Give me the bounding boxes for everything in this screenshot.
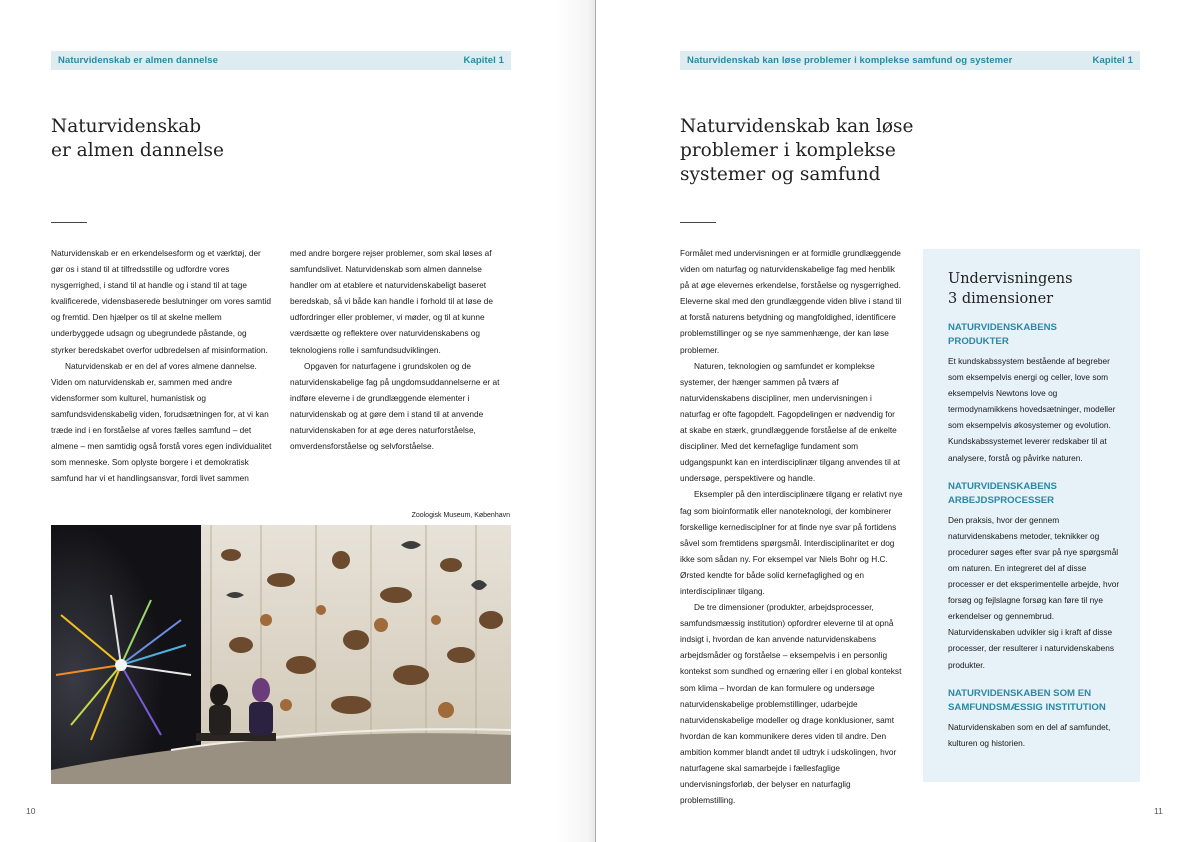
running-head-chapter: Kapitel 1 (463, 55, 504, 66)
text-column-right (680, 245, 904, 808)
title-rule (51, 222, 87, 223)
paragraph: Formålet med undervisningen er at formidle grundlæggende viden om naturfag og naturvidenskabelige fag med henblik på at øge elevernes erkendelse, forståelse og nysgerrighed. Eleverne skal med den grundlæggende viden blive i stand til at forstå naturens betydning og mangfoldighed, identificere problemstillinger og se nye sammenhænge, der kan løse problemer. (680, 248, 902, 355)
dimensions-sidebar (923, 249, 1140, 782)
heading-line: SAMFUNDSMÆSSIG INSTITUTION (948, 701, 1106, 713)
running-head-title: Naturvidenskab kan løse problemer i komplekse samfund og systemer (687, 55, 1013, 66)
running-head-title: Naturvidenskab er almen dannelse (58, 55, 219, 66)
paragraph: med andre borgere rejser problemer, som skal løses af samfundslivet. Naturvidenskab som almen dannelse handler om at etablere et naturvidenskabeligt baseret beredskab, så vi både kan handle i forhold til at løse de udfordringer eller problemer, vi møder, og til at kunne værdsætte og reflektere over naturvidenskabens og teknologiens rolle i samfundsudviklingen. (290, 248, 493, 355)
sidebar-body: Naturvidenskaben som en del af samfundet, kulturen og historien. (948, 721, 1111, 748)
paragraph: Opgaven for naturfagene i grundskolen og de naturvidenskabelige fag på ungdomsuddannelserne er at indføre eleverne i de grundlæggende elementer i naturvidenskab og at gøre dem i stand til at anvende naturvidenskaben for at øge deres naturforståelse, omverdensforståelse og selvforståelse. (290, 360, 500, 452)
sidebar-body: Et kundskabssystem bestående af begreber som eksempelvis energi og celler, love som eksempelvis Newtons love og termodynamikkens hovedsætninger, modeller som eksempelvis økosystemer og evolution. Kundskabssystemet leverer redskaber til at analysere, forstå og påvirke naturen. (948, 356, 1116, 463)
heading-line: NATURVIDENSKABENS (948, 480, 1057, 492)
page-number-right: 11 (1154, 806, 1163, 816)
sidebar-body: Den praksis, hvor der gennem naturvidenskabens metoder, teknikker og procedurer søges efter svar på nye spørgsmål om naturen. En integreret del af disse processer er det eksperimentelle arbejde, hvor forsøg og fejlslagne forsøg kan føre til nye erkendelser og gennembrud. Naturvidenskaben udvikler sig i kraft af disse processer, der resulterer i naturvidenskabens produkter. (948, 514, 1120, 670)
page-title-left (51, 115, 351, 163)
title-line: systemer og samfund (680, 164, 881, 185)
sidebar-section-processes (948, 480, 1122, 673)
paragraph: Naturvidenskab er en erkendelsesform og et værktøj, der gør os i stand til at tilfredsstille og udfordre vores nysgerrighed, i stand til at handle og i stand til at tage kvalificerede, vidensbaserede beslutninger om vores samtid og fremtid. Den hjælper os til at skelne mellem underbyggede udsagn og ubegrundede påstande, og styrker beredskabet overfor udbredelsen af misinformation. (51, 248, 271, 355)
heading-line: NATURVIDENSKABENS (948, 322, 1057, 333)
text-column-1-left (51, 245, 272, 486)
page-title-right (680, 115, 980, 187)
text-column-2-left (290, 245, 511, 454)
sidebar-heading (948, 321, 1122, 349)
title-rule (680, 222, 716, 223)
heading-line: ARBEJDSPROCESSER (948, 494, 1055, 506)
sidebar-section-products (948, 321, 1122, 466)
title-line: er almen dannelse (51, 140, 224, 161)
page-number-left: 10 (26, 806, 36, 816)
paragraph: Naturvidenskab er en del af vores almene dannelse. Viden om naturvidenskab er, sammen med andre vidensformer som kulturel, humanistisk og samfundsvidenskabelig viden, forudsætningen for, at vi kan træde ind i en forståelse af vores fælles samfund – det almene – men samtidig også forstå vores egen individualitet som menneske. Som oplyste borgere i et demokratisk samfund har vi et handlingsansvar, fordi livet sammen (51, 360, 272, 484)
paragraph: Naturen, teknologien og samfundet er komplekse systemer, der hænger sammen på tværs af naturvidenskabens discipliner, men undervisningen i naturfag er ofte fagopdelt. Fagopdelingen er nødvendig for at skabe en stærk, grundlæggende forståelse af de enkelte discipliner. Med det kernefaglige fundament som udgangspunkt kan en interdisciplinær tilgang anvendes til at undersøge, perspektivere og handle. (680, 360, 901, 484)
left-page (0, 0, 595, 842)
paragraph: De tre dimensioner (produkter, arbejdsprocesser, samfundsmæssig institution) opfordrer eleverne til at opnå indsigt i, hvordan de kan anvende naturvidenskabens arbejdsmåder og forståelse – eksempelvis i en personlig kontekst som sundhed og ernæring eller i en global kontekst som klima – hvordan de kan formulere og undersøge naturvidenskabelige problemstillinger, udarbejde naturvidenskabelige modeller og drage konklusioner, samt hvordan de kan kommunikere deres viden til andre. Den ambition kommer blandt andet til udtryk i udskolingen, hvor naturfagene skal samarbejde i fællesfaglige undervisningsforløb, der belyser en naturfaglig problemstilling. (680, 602, 902, 806)
heading-line: NATURVIDENSKABEN SOM EN (948, 687, 1092, 699)
sidebar-title-line: 3 dimensioner (948, 291, 1054, 307)
photo-caption: Zoologisk Museum, København (411, 512, 510, 519)
running-head-right (680, 51, 1140, 70)
paragraph: Eksempler på den interdisciplinære tilgang er relativt nye fag som bioinformatik eller nanoteknologi, der kombinerer forskellige kernedisciplner for at finde nye svar på fortidens såvel som fremtidens spørgsmål. Interdisciplinaritet er dog ikke som sådan ny. For eksempel var Niels Bohr og H.C. Ørsted kendte for både solid kernefaglighed og en interdisciplinær tilgang. (680, 489, 903, 596)
sidebar-title (948, 269, 1122, 309)
running-head-chapter: Kapitel 1 (1092, 55, 1133, 66)
title-line: problemer i komplekse (680, 140, 896, 161)
sidebar-heading (948, 480, 1122, 508)
sidebar-title-line: Undervisningens (948, 271, 1073, 287)
heading-line: PRODUKTER (948, 336, 1009, 347)
title-line: Naturvidenskab kan løse (680, 116, 914, 137)
title-line: Naturvidenskab (51, 116, 202, 137)
running-head-left (51, 51, 511, 70)
museum-photo (51, 525, 511, 784)
sidebar-section-institution (948, 687, 1122, 751)
sidebar-heading (948, 687, 1122, 715)
right-page (596, 0, 1191, 842)
